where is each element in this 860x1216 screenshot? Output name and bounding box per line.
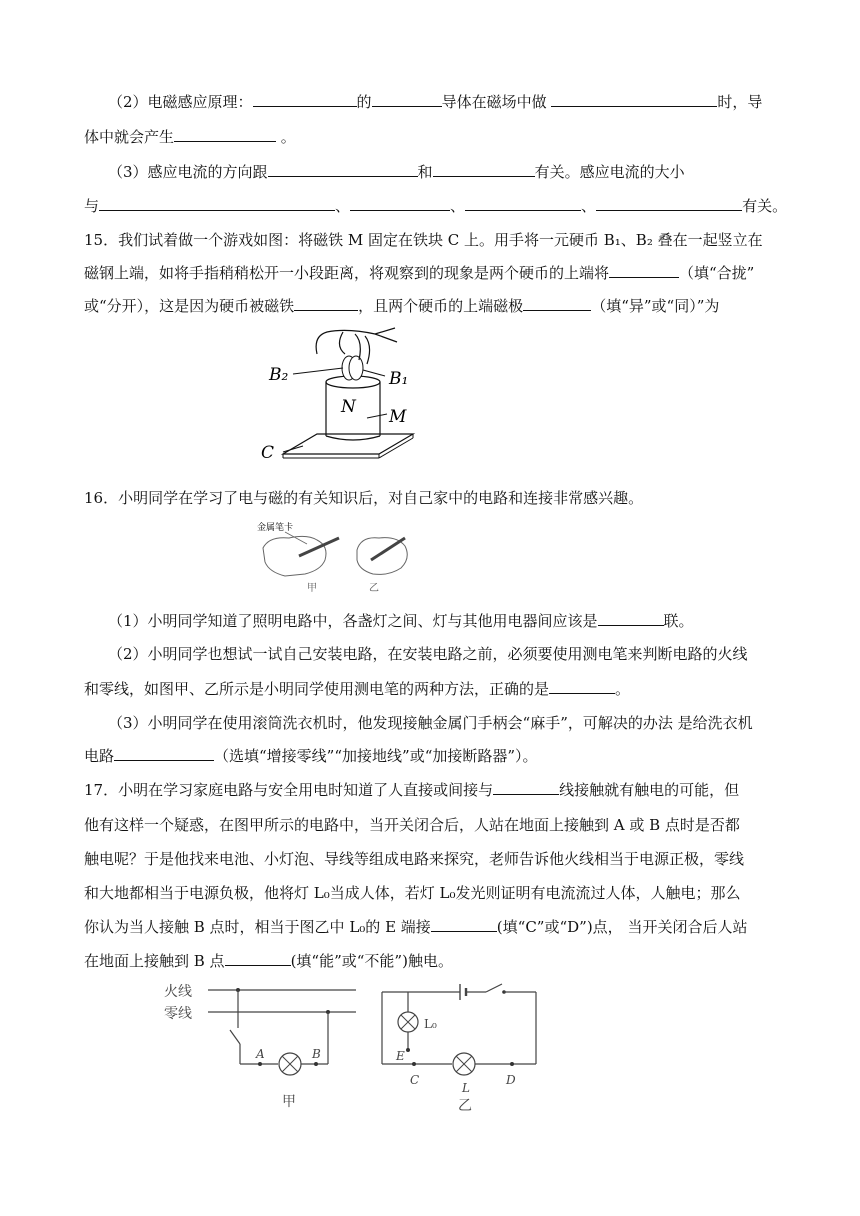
text: 和零线，如图甲、乙所示是小明同学使用测电笔的两种方法，正确的是 [84, 680, 550, 698]
circuit-figure-yi [378, 978, 540, 1114]
answer-blank[interactable] [609, 263, 679, 278]
q17-line1 [84, 780, 739, 800]
label-live-wire: 火线 [164, 984, 192, 1000]
magnet-coin-figure [255, 326, 430, 476]
q16-line1: 16．小明同学在学习了电与磁的有关知识后，对自己家中的电路和连接非常感兴趣。 [84, 489, 644, 507]
answer-blank[interactable] [99, 196, 335, 211]
text: 线接触就有触电的可能，但 [559, 781, 740, 799]
label-b2: B₂ [269, 365, 289, 385]
text: 与 [84, 197, 100, 215]
q17-line2: 他有这样一个疑惑，在图甲所示的电路中，当开关闭合后，人站在地面上接触到 A 或 B 点时是否都 [84, 816, 740, 834]
label-c: C [261, 443, 275, 463]
label-d: D [506, 1073, 516, 1087]
text: 、 [450, 197, 466, 215]
q17-line6 [84, 951, 453, 971]
label-b1: B₁ [389, 369, 409, 389]
answer-blank[interactable] [493, 780, 559, 795]
q14-part2-line2 [84, 127, 296, 147]
text: 在地面上接触到 B 点 [84, 952, 225, 970]
text: 电路 [84, 747, 115, 765]
text: （填“异”或“同）”为 [591, 297, 720, 315]
answer-blank[interactable] [372, 92, 442, 107]
text: 17．小明在学习家庭电路与安全用电时知道了人直接或间接与 [84, 781, 494, 799]
coin-b1 [349, 356, 363, 380]
answer-blank[interactable] [523, 296, 591, 311]
label-b: B [312, 1047, 321, 1061]
text: 你认为当人接触 B 点时，相当于图乙中 L₀的 E 端接 [84, 918, 431, 936]
answer-blank[interactable] [598, 611, 664, 626]
label-metal-card: 金属笔卡 [257, 523, 294, 533]
q16-part1 [108, 611, 694, 631]
text: ，且两个硬币的上端磁极 [358, 297, 524, 315]
q15-line2 [84, 263, 754, 283]
label-c: C [410, 1073, 420, 1087]
q14-part3-line2 [84, 196, 787, 216]
q15-line1: 15．我们试着做一个游戏如图：将磁铁 M 固定在铁块 C 上。用手将一元硬币 B₁、B₂ 叠在一起竖立在 [84, 231, 763, 249]
q16-part2-line2 [84, 679, 630, 699]
text: 。 [615, 680, 631, 698]
q17-line5 [84, 917, 747, 937]
answer-blank[interactable] [174, 127, 276, 142]
text: 体中就会产生 [84, 128, 175, 146]
q16-part3-line1: （3）小明同学在使用滚筒洗衣机时，他发现接触金属门手柄会“麻手”，可解决的办法 是给洗衣机 [108, 714, 753, 732]
text: 。 [280, 128, 296, 146]
label-yi: 乙 [369, 583, 379, 594]
text: 导体在磁场中做 [441, 93, 547, 111]
q17-line4: 和大地都相当于电源负极，他将灯 L₀当成人体，若灯 L₀发光则证明有电流流过人体，人触电；那么 [84, 884, 741, 902]
iron-block [283, 434, 413, 454]
text: （填“合拢” [679, 264, 755, 282]
label-neutral-wire: 零线 [164, 1006, 192, 1022]
text: （选填“增接零线”“加接地线”或“加接断路器”）。 [214, 747, 538, 765]
q16-part3-line2 [84, 746, 538, 766]
text: 和 [417, 163, 433, 181]
q14-part3-line1 [108, 162, 685, 182]
text: （1）小明同学知道了照明电路中，各盏灯之间、灯与其他用电器间应该是 [108, 612, 598, 630]
switch [486, 984, 502, 992]
test-pen-figure [255, 518, 415, 594]
label-yi: 乙 [458, 1098, 472, 1114]
answer-blank[interactable] [431, 917, 497, 932]
answer-blank[interactable] [268, 162, 418, 177]
label-a: A [256, 1047, 265, 1061]
text: 、 [581, 197, 597, 215]
text: 有关。 [742, 197, 788, 215]
hand-a [263, 536, 326, 576]
label-jia: 甲 [307, 583, 317, 594]
label-l0: L₀ [424, 1017, 437, 1031]
answer-blank[interactable] [114, 746, 214, 761]
q16-part2-line1: （2）小明同学也想试一试自己安装电路，在安装电路之前，必须要使用测电笔来判断电路的火线 [108, 645, 748, 663]
label-jia: 甲 [282, 1094, 296, 1110]
answer-blank[interactable] [549, 679, 615, 694]
text: (填“能”或“不能”)触电。 [290, 952, 453, 970]
text: （3）感应电流的方向跟 [108, 163, 268, 181]
answer-blank[interactable] [294, 296, 358, 311]
text: 联。 [663, 612, 694, 630]
text: （2）电磁感应原理： [108, 93, 253, 111]
text: (填“C”或“D”)点， 当开关闭合后人站 [496, 918, 748, 936]
answer-blank[interactable] [433, 162, 535, 177]
answer-blank[interactable] [596, 196, 742, 211]
answer-blank[interactable] [551, 92, 717, 107]
switch [230, 1030, 240, 1044]
text: 或“分开），这是因为硬币被磁铁 [84, 297, 295, 315]
text: 的 [356, 93, 372, 111]
label-e: E [396, 1049, 405, 1063]
answer-blank[interactable] [350, 196, 450, 211]
q14-part2-line1 [108, 92, 762, 112]
circuit-figure-jia [160, 978, 360, 1114]
q17-line3: 触电呢？于是他找来电池、小灯泡、导线等组成电路来探究，老师告诉他火线相当于电源正极，零线 [84, 850, 745, 868]
q15-line3 [84, 296, 719, 316]
label-l: L [462, 1081, 470, 1095]
text: 磁钢上端，如将手指稍稍松开一小段距离，将观察到的现象是两个硬币的上端将 [84, 264, 610, 282]
answer-blank[interactable] [465, 196, 581, 211]
answer-blank[interactable] [225, 951, 291, 966]
answer-blank[interactable] [253, 92, 357, 107]
label-n: N [341, 397, 356, 417]
text: 时，导 [717, 93, 763, 111]
label-m: M [389, 407, 407, 427]
text: 有关。感应电流的大小 [534, 163, 685, 181]
text: 、 [335, 197, 351, 215]
